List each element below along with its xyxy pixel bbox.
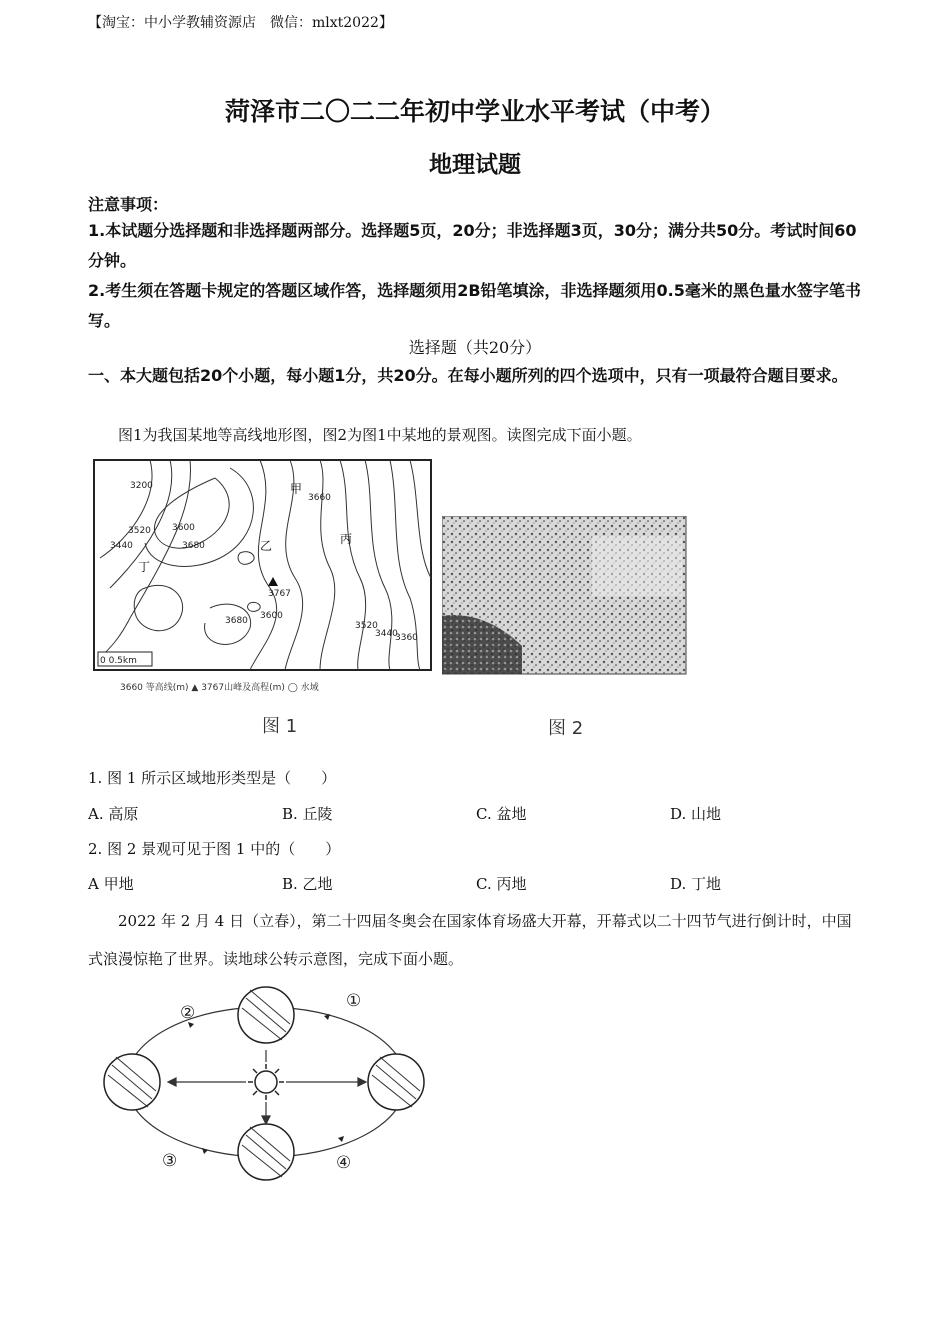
intro-figure3: 2022 年 2 月 4 日（立春），第二十四届冬奥会在国家体育场盛大开幕，开幕式以二十四节气进行倒计时，中国式浪漫惊艳了世界。读地球公转示意图，完成下面小题。 bbox=[88, 912, 852, 968]
notice-item-1: 1.本试题分选择题和非选择题两部分。选择题5页，20分；非选择题3页，30分；满分共50分。考试时间60分钟。 bbox=[88, 221, 857, 270]
contour-label: 3680 bbox=[225, 616, 248, 626]
exam-title: 菏泽市二〇二二年初中学业水平考试（中考） bbox=[224, 97, 725, 126]
scale-text: 0 0.5km bbox=[100, 656, 137, 666]
contour-label: 3680 bbox=[182, 541, 205, 551]
place-label-yi: 乙 bbox=[260, 539, 273, 553]
arrow-head-icon bbox=[262, 1116, 270, 1124]
question-2-stem: 2. 图 2 景观可见于图 1 中的（ ） bbox=[88, 840, 341, 858]
peak-elevation: 3767 bbox=[268, 589, 291, 599]
figure1-caption: 图 1 bbox=[262, 716, 298, 737]
section-title: 选择题（共20分） bbox=[408, 338, 542, 357]
q1-option-a[interactable]: A. 高原 bbox=[88, 805, 139, 823]
notice-item-2: 2.考生须在答题卡规定的答题区域作答，选择题须用2B铅笔填涂，非选择题须用0.5毫米的黑色量水签字笔书写。 bbox=[88, 281, 861, 330]
place-label-ding: 丁 bbox=[138, 560, 151, 574]
earth-revolution-diagram bbox=[96, 978, 441, 1198]
exam-subtitle: 地理试题 bbox=[429, 151, 521, 178]
contour-label: 3520 bbox=[355, 621, 378, 631]
q1-option-d[interactable]: D. 山地 bbox=[670, 805, 722, 823]
photo-highlight bbox=[592, 536, 682, 596]
orbit-label-4: ④ bbox=[336, 1153, 352, 1173]
notice-heading: 注意事项： bbox=[88, 195, 169, 214]
arrow-head-icon bbox=[358, 1078, 366, 1086]
q1-option-b[interactable]: B. 丘陵 bbox=[282, 805, 333, 823]
arrow-head-icon bbox=[168, 1078, 176, 1086]
q2-option-d[interactable]: D. 丁地 bbox=[670, 875, 722, 893]
orbit-label-1: ① bbox=[346, 991, 362, 1011]
map-legend: 3660 等高线(m) ▲ 3767山峰及高程(m) ◯ 水域 bbox=[120, 683, 319, 693]
contour-label: 3440 bbox=[110, 541, 133, 551]
question-1-stem: 1. 图 1 所示区域地形类型是（ ） bbox=[88, 769, 337, 787]
header-note: 【淘宝：中小学教辅资源店 微信：mlxt2022】 bbox=[88, 15, 393, 31]
intro-figure1: 图1为我国某地等高线地形图，图2为图1中某地的景观图。读图完成下面小题。 bbox=[118, 426, 642, 444]
contour-label: 3360 bbox=[395, 633, 418, 643]
q2-option-b[interactable]: B. 乙地 bbox=[282, 875, 333, 893]
section-instruction: 一、本大题包括20个小题，每小题1分，共20分。在每小题所列的四个选项中，只有一项最符合题目要求。 bbox=[88, 366, 848, 385]
figure2-caption: 图 2 bbox=[548, 718, 584, 739]
sun-icon bbox=[248, 1064, 284, 1100]
contour-label: 3660 bbox=[308, 493, 331, 503]
q1-option-c[interactable]: C. 盆地 bbox=[476, 805, 527, 823]
contour-label: 3600 bbox=[172, 523, 195, 533]
q2-option-c[interactable]: C. 丙地 bbox=[476, 875, 527, 893]
orbit-label-3: ③ bbox=[162, 1151, 178, 1171]
contour-map-figure bbox=[90, 458, 435, 698]
contour-label: 3200 bbox=[130, 481, 153, 491]
q2-option-a[interactable]: A 甲地 bbox=[88, 875, 134, 893]
contour-label: 3520 bbox=[128, 526, 151, 536]
contour-label: 3600 bbox=[260, 611, 283, 621]
landscape-photo bbox=[442, 516, 688, 676]
place-label-bing: 丙 bbox=[340, 532, 353, 546]
orbit-direction-icon bbox=[338, 1136, 344, 1142]
orbit-label-2: ② bbox=[180, 1003, 196, 1023]
place-label-jia: 甲 bbox=[290, 482, 303, 496]
contour-label: 3440 bbox=[375, 629, 398, 639]
